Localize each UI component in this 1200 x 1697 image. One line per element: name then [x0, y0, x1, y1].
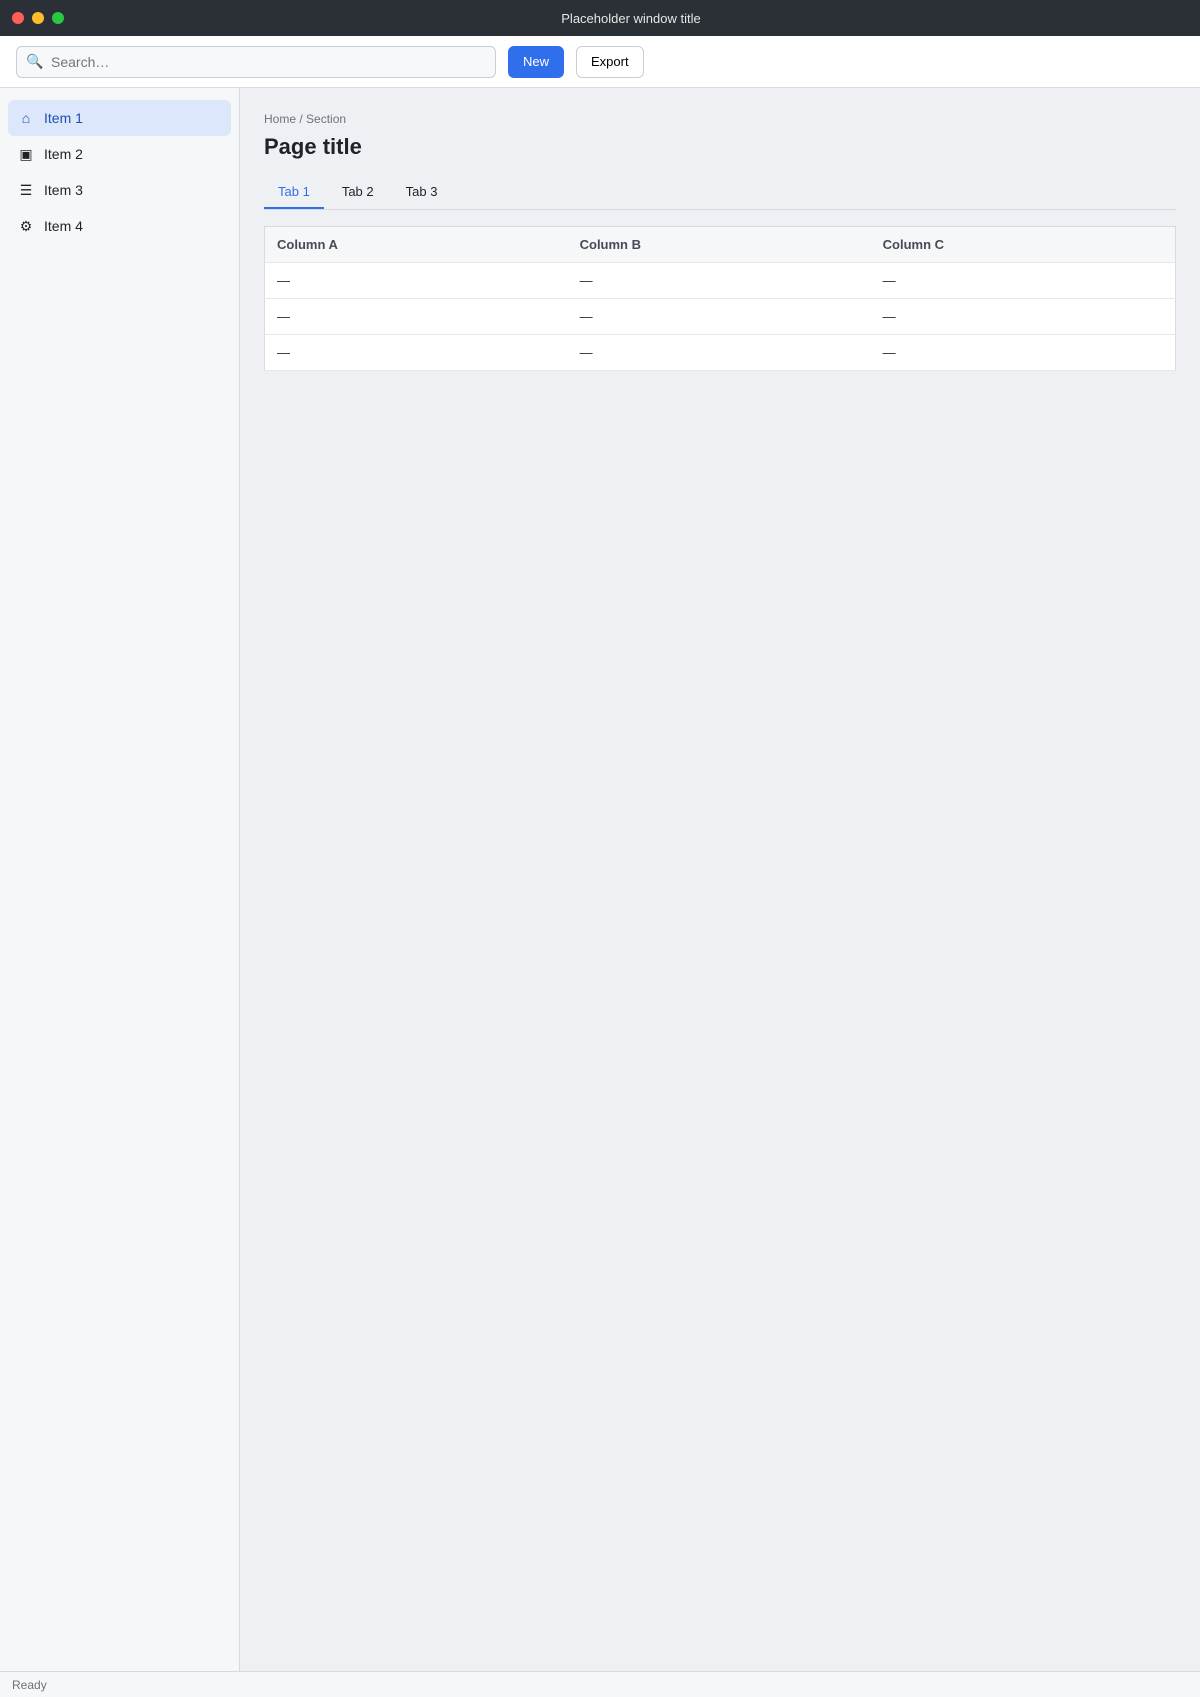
data-table	[264, 226, 1176, 371]
sidebar-item-label: Item 3	[44, 182, 83, 198]
close-window-button[interactable]	[12, 12, 24, 24]
sidebar-item-2[interactable]	[8, 136, 231, 172]
sidebar-item-3[interactable]	[8, 172, 231, 208]
status-text: Ready	[12, 1677, 47, 1692]
new-button[interactable]: New	[508, 46, 564, 78]
sidebar-item-1[interactable]	[8, 100, 231, 136]
tab-2[interactable]: Tab 2	[341, 184, 374, 199]
search-box[interactable]	[16, 46, 496, 78]
table-cell: —	[265, 299, 568, 335]
tab-1[interactable]: Tab 1	[264, 176, 324, 209]
sidebar-item-label: Item 4	[44, 218, 83, 234]
tab-3[interactable]: Tab 3	[405, 184, 438, 199]
maximize-window-button[interactable]	[52, 12, 64, 24]
column-header[interactable]: Column C	[871, 227, 1176, 263]
table-cell: —	[871, 335, 1176, 371]
column-header[interactable]: Column B	[568, 227, 871, 263]
table-cell: —	[265, 335, 568, 371]
table-cell: —	[265, 263, 568, 299]
table-cell: —	[871, 299, 1176, 335]
home-icon: ⌂	[21, 110, 31, 126]
table-row[interactable]	[265, 263, 1176, 299]
table-row[interactable]	[265, 335, 1176, 371]
sidebar-item-label: Item 1	[44, 110, 83, 126]
sidebar-item-label: Item 2	[44, 146, 83, 162]
app-body	[0, 88, 1200, 1671]
table-header-row	[265, 227, 1176, 263]
sidebar	[0, 88, 240, 1671]
export-button[interactable]: Export	[576, 46, 644, 78]
main-content	[240, 88, 1200, 1671]
list-icon: ☰	[19, 181, 33, 198]
search-icon: 🔍	[26, 53, 44, 69]
tab-bar	[264, 176, 1176, 210]
page-title: Page title	[264, 134, 362, 159]
table-cell: —	[871, 263, 1176, 299]
table-row[interactable]	[265, 299, 1176, 335]
status-bar	[0, 1671, 1200, 1697]
window-controls	[12, 12, 64, 24]
sidebar-item-4[interactable]	[8, 208, 231, 244]
table-cell: —	[568, 263, 871, 299]
minimize-window-button[interactable]	[32, 12, 44, 24]
title-bar	[0, 0, 1200, 36]
gear-icon: ⚙	[19, 217, 33, 234]
table-cell: —	[568, 299, 871, 335]
breadcrumb[interactable]: Home / Section	[264, 112, 347, 126]
window-title: Placeholder window title	[561, 10, 701, 26]
column-header[interactable]: Column A	[265, 227, 568, 263]
search-input[interactable]	[51, 54, 485, 70]
folder-icon: ▣	[19, 145, 33, 162]
table-cell: —	[568, 335, 871, 371]
toolbar	[0, 36, 1200, 88]
